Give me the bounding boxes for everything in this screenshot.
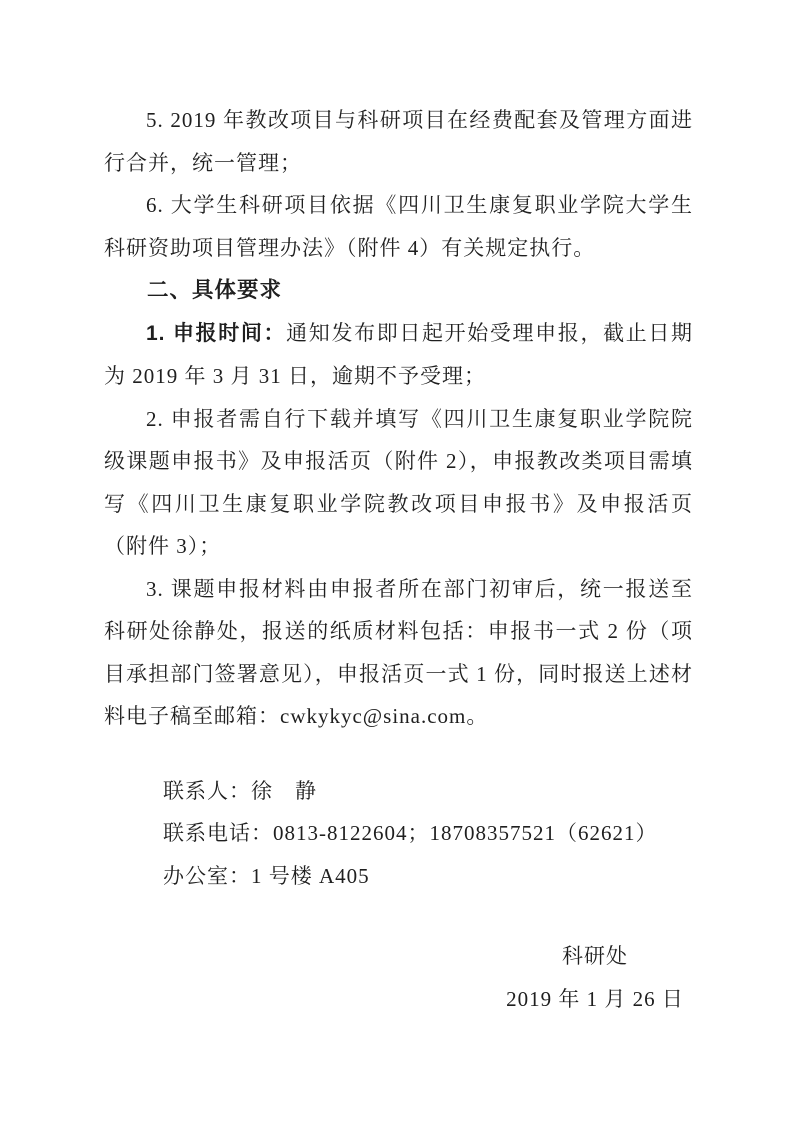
- contact-office: 办公室：1 号楼 A405: [163, 863, 370, 888]
- contact-phone: 联系电话：0813-8122604；18708357521（62621）: [163, 821, 658, 845]
- application-deadline-label: 1. 申报时间：: [146, 321, 287, 345]
- paragraph-requirement-2: 2. 申报者需自行下载并填写《四川卫生康复职业学院院级课题申报书》及申报活页（附件 2），申报教改类项目需填写《四川卫生康复职业学院教改项目申报书》及申报活页（附件 3）；: [104, 406, 693, 558]
- paragraph-item-5: 5. 2019 年教改项目与科研项目在经费配套及管理方面进行合并，统一管理；: [104, 108, 693, 175]
- contact-person: 联系人：徐 静: [163, 778, 317, 803]
- signature-date: 2019 年 1 月 26 日: [506, 986, 684, 1011]
- contact-block: [104, 770, 693, 898]
- signature-department: 科研处: [562, 944, 628, 968]
- section-heading-specific-requirements: 二、具体要求: [147, 278, 283, 302]
- application-deadline-text: 通知发布即日起开始受理申报，截止日期为 2019 年 3 月 31 日，逾期不予受理；: [104, 320, 693, 388]
- paragraph-requirement-3: 3. 课题申报材料由申报者所在部门初审后，统一报送至科研处徐静处，报送的纸质材料包括：申报书一式 2 份（项目承担部门签署意见），申报活页一式 1 份，同时报送上述材料电子稿至邮箱：cwkykyc@sina.com。: [104, 576, 693, 728]
- signature-block: [445, 935, 745, 1020]
- paragraph-requirement-1: [104, 312, 693, 398]
- paragraph-item-6: 6. 大学生科研项目依据《四川卫生康复职业学院大学生科研资助项目管理办法》（附件 4）有关规定执行。: [104, 193, 693, 260]
